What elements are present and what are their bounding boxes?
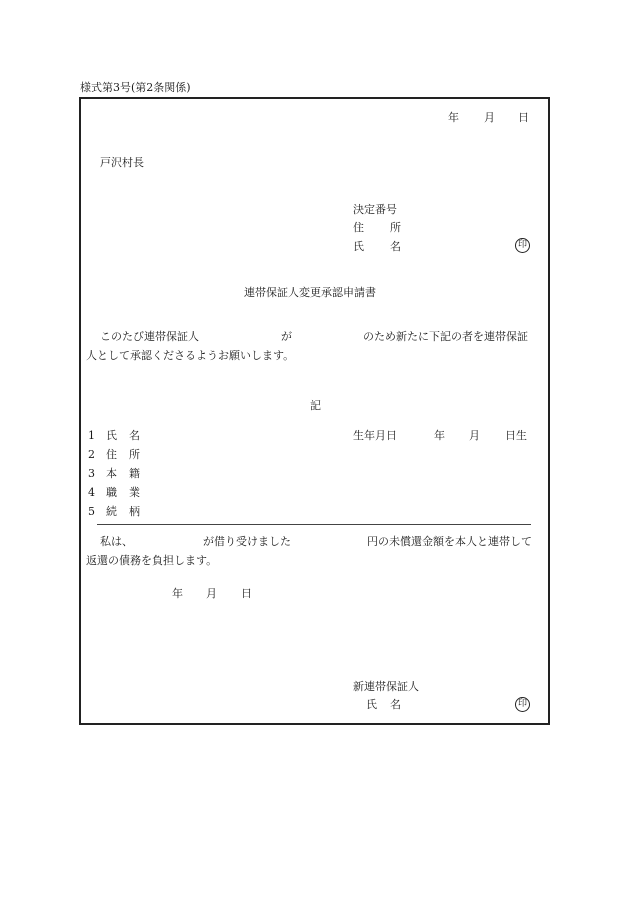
addressee: 戸沢村長 [100,156,144,169]
form-number-label: 様式第3号(第2条関係) [80,81,191,94]
pledge-text-4: 返還の債務を負担します。 [86,554,218,567]
date2-year-label: 年 [172,587,183,600]
item-label-char: 所 [129,448,140,461]
new-guarantor-heading: 新連帯保証人 [353,680,419,693]
birth-month-label: 月 [469,429,480,442]
date2-day-label: 日 [241,587,252,600]
item-label-char: 職 [106,486,117,499]
pledge-text-1: 私は、 [100,535,133,548]
body-text-1: このたび連帯保証人 [100,330,199,343]
address-label-1: 住 [353,221,364,234]
body-text-2: が [281,330,292,343]
separator-line [97,524,531,525]
item-number: 5 [88,505,95,518]
item-label-char: 籍 [129,467,140,480]
birth-year-label: 年 [434,429,445,442]
pledge-text-2: が借り受けました [203,535,291,548]
item-number: 4 [88,486,95,499]
date-month-label: 月 [484,111,495,124]
address-label-2: 所 [390,221,401,234]
body-text-4: 人として承認くださるようお願いします。 [86,349,295,362]
document-title: 連帯保証人変更承認申請書 [244,286,376,299]
item-label-char: 業 [129,486,140,499]
name-label-2: 名 [390,240,401,253]
birth-day-suffix: 日生 [505,429,527,442]
item-number: 1 [88,429,95,442]
date-day-label: 日 [518,111,529,124]
item-label-char: 本 [106,467,117,480]
guarantor-seal-icon: 印 [515,697,530,712]
date-year-label: 年 [448,111,459,124]
name-label-1: 氏 [353,240,364,253]
guarantor-name-label-2: 名 [390,698,401,711]
guarantor-name-label-1: 氏 [366,698,377,711]
item-label-char: 氏 [106,429,117,442]
birth-date-label: 生年月日 [353,429,397,442]
item-label-char: 名 [129,429,140,442]
date2-month-label: 月 [206,587,217,600]
item-label-char: 続 [106,505,117,518]
item-number: 2 [88,448,95,461]
item-label-char: 柄 [129,505,140,518]
ki-label: 記 [310,399,321,412]
decision-number-label: 決定番号 [353,203,397,216]
pledge-text-3: 円の未償還金額を本人と連帯して [367,535,532,548]
item-number: 3 [88,467,95,480]
applicant-seal-icon: 印 [515,238,530,253]
body-text-3: のため新たに下記の者を連帯保証 [363,330,528,343]
item-label-char: 住 [106,448,117,461]
